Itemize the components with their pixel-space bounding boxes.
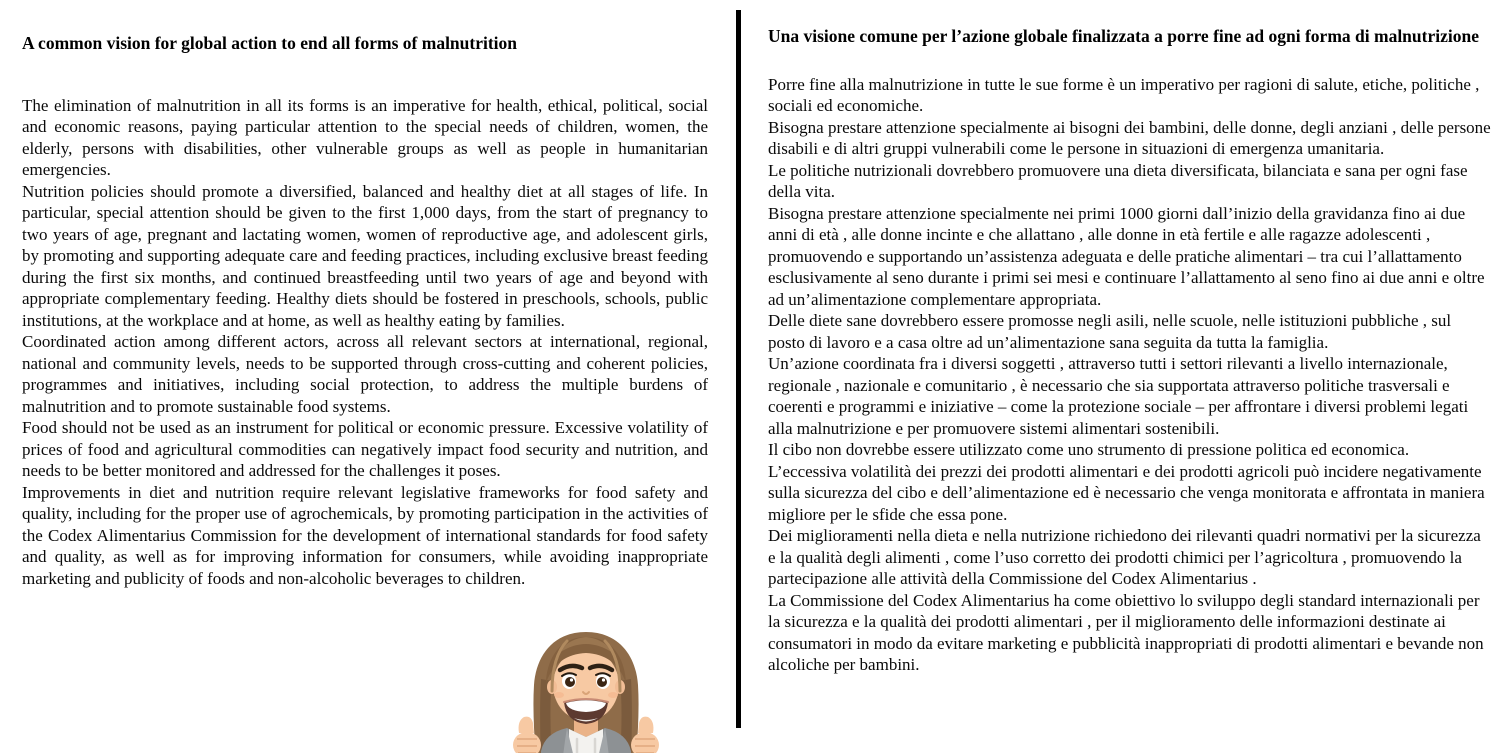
paragraph: Il cibo non dovrebbe essere utilizzato come uno strumento di pressione politica ed economica. — [768, 440, 1410, 459]
paragraph: Nutrition policies should promote a diversified, balanced and healthy diet at all stages of life. In particular, special attention should be given to the first 1,000 days, from the start of pregnancy to two years of age, pregnant and lactating women, women of reproductive age, and adolescent girls, by promoting and supporting adequate care and feeding practices, including exclusive breast feeding during the first six months, and continued breastfeeding until two years of age and beyond with appropriate complementary feeding. Healthy diets should be fostered in preschools, schools, public institutions, at the workplace and at home, as well as healthy eating by families. — [22, 181, 708, 330]
english-title: A common vision for global action to end all forms of malnutrition — [22, 33, 518, 53]
thumbs-up-avatar — [505, 629, 667, 753]
italian-title: Una visione comune per l’azione globale finalizzata a porre fine ad ogni forma di malnutrizione — [768, 26, 1479, 46]
paragraph: Delle diete sane dovrebbero essere promosse negli asili, nelle scuole, nelle istituzioni pubbliche , sul posto di lavoro e a casa oltre ad un’alimentazione sana seguita da tutta la famiglia. — [768, 311, 1452, 352]
english-body — [22, 95, 708, 590]
paragraph: Food should not be used as an instrument for political or economic pressure. Excessive volatility of prices of food and agricultural commodities can negatively impact food security and nutrition, and needs to be better monitored and addressed for the challenges it poses. — [22, 418, 708, 480]
paragraph: Le politiche nutrizionali dovrebbero promuovere una dieta diversificata, bilanciata e sana per ogni fase della vita. — [768, 160, 1468, 201]
paragraph: L’eccessiva volatilità dei prezzi dei prodotti alimentari e dei prodotti agricoli può incidere negativamente sulla sicurezza del cibo e dell’alimentazione ed è necessario che venga monitorata e affrontata in maniera migliore per le sfide che essa pone. — [768, 461, 1485, 524]
paragraph: Coordinated action among different actors, across all relevant sectors at international, regional, national and community levels, needs to be supported through cross-cutting and coherent policies, programmes and initiatives, including social protection, to address the multiple burdens of malnutrition and to promote sustainable food systems. — [22, 332, 708, 416]
paragraph: Dei miglioramenti nella dieta e nella nutrizione richiedono dei rilevanti quadri normativi per la sicurezza e la qualità degli alimenti , come l’uso corretto dei prodotti chimici per l’agricoltura , promuovendo la partecipazione alle attività della Commissione del Codex Alimentarius . — [768, 526, 1481, 588]
english-column — [22, 33, 708, 589]
italian-body — [768, 74, 1492, 676]
paragraph: Un’azione coordinata fra i diversi soggetti , attraverso tutti i settori rilevanti a livello internazionale, regionale , nazionale e comunitario , è necessario che sia supportata attraverso politiche trasversali e coerenti e programmi e iniziative – come la protezione sociale – per affrontare i diversi problemi legati alla malnutrizione e per promuovere sistemi alimentari sostenibili. — [768, 354, 1469, 438]
paragraph: Bisogna prestare attenzione specialmente nei primi 1000 giorni dall’inizio della gravidanza fino ai due anni di età , alle donne incinte e che allattano , alle donne in età fertile e alle ragazze adolescenti , promuovendo e supportando un’assistenza adeguata e delle pratiche alimentari – tra cui l’allattamento esclusivamente al seno durante i primi sei mesi e continuare l’allattamento al seno fino ai due anni e oltre ad un’alimentazione complementare appropriata. — [768, 203, 1485, 309]
column-divider-line — [736, 10, 741, 728]
avatar-illustration-icon — [505, 629, 667, 753]
paragraph: Bisogna prestare attenzione specialmente ai bisogni dei bambini, delle donne, degli anziani , delle persone disabili e di altri gruppi vulnerabili come le persone in situazioni di emergenza umanitaria. — [768, 117, 1491, 158]
paragraph: Improvements in diet and nutrition require relevant legislative frameworks for food safety and quality, including for the proper use of agrochemicals, by promoting participation in the activities of the Codex Alimentarius Commission for the development of international standards for food safety and quality, as well as for improving information for consumers, while avoiding inappropriate marketing and publicity of foods and non-alcoholic beverages to children. — [22, 482, 708, 588]
paragraph: The elimination of malnutrition in all its forms is an imperative for health, ethical, political, social and economic reasons, paying particular attention to the special needs of children, women, the elderly, persons with disabilities, other vulnerable groups as well as people in humanitarian emergencies. — [22, 95, 708, 179]
paragraph: Porre fine alla malnutrizione in tutte le sue forme è un imperativo per ragioni di salute, etiche, politiche , sociali ed economiche. — [768, 74, 1480, 115]
paragraph: La Commissione del Codex Alimentarius ha come obiettivo lo sviluppo degli standard internazionali per la sicurezza e la qualità dei prodotti alimentari , per il miglioramento delle informazioni destinate ai consumatori in modo da evitare marketing e pubblicità inappropriati di prodotti alimentari e bevande non alcoliche per bambini. — [768, 590, 1484, 674]
italian-column — [768, 26, 1492, 676]
